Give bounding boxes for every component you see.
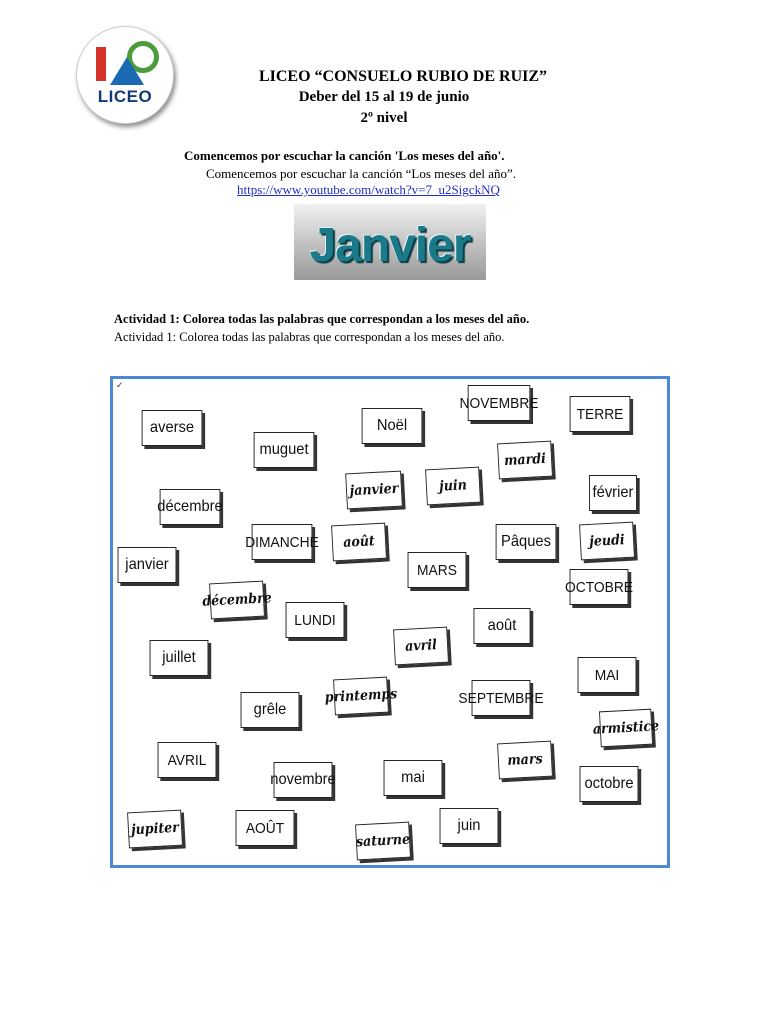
grade-level: 2º nivel	[360, 110, 408, 126]
word-card[interactable]: TERRE	[570, 396, 631, 432]
word-card[interactable]: MARS	[408, 552, 467, 588]
word-card[interactable]: novembre	[274, 762, 333, 798]
word-card[interactable]: décembre	[209, 581, 265, 620]
word-card[interactable]: janvier	[118, 547, 177, 583]
word-card[interactable]: Pâques	[496, 524, 557, 560]
word-card[interactable]: LUNDI	[286, 602, 345, 638]
word-card[interactable]: avril	[393, 627, 449, 666]
youtube-link[interactable]: https://www.youtube.com/watch?v=7_u2SigckNQ	[237, 182, 500, 197]
word-card[interactable]: mai	[384, 760, 443, 796]
word-card[interactable]: armistice	[599, 709, 653, 748]
activity-bold: Actividad 1: Colorea todas las palabras que correspondan a los meses del año.	[114, 312, 530, 326]
word-card[interactable]: août	[473, 608, 530, 644]
word-card[interactable]: OCTOBRE	[570, 569, 629, 605]
word-card[interactable]: juin	[440, 808, 499, 844]
word-card[interactable]: juin	[425, 467, 481, 506]
word-card[interactable]: NOVEMBRE	[468, 385, 531, 421]
intro-bold: Comencemos por escuchar la canción 'Los meses del año'.	[184, 148, 505, 163]
word-card[interactable]: AOÛT	[236, 810, 295, 846]
word-card[interactable]: jeudi	[579, 522, 635, 561]
school-title: LICEO “CONSUELO RUBIO DE RUIZ”	[258, 68, 548, 85]
logo-text: LICEO	[97, 87, 153, 106]
intro-plain: Comencemos por escuchar la canción “Los meses del año”.	[206, 166, 517, 181]
word-card[interactable]: DIMANCHE	[252, 524, 313, 560]
word-card[interactable]: août	[331, 523, 387, 562]
word-card[interactable]: mars	[497, 741, 553, 780]
word-cards-frame	[110, 376, 670, 868]
word-card[interactable]: muguet	[254, 432, 315, 468]
word-card[interactable]: février	[589, 475, 637, 511]
banner-text: Janvier	[309, 219, 471, 272]
word-card[interactable]: averse	[142, 410, 203, 446]
word-card[interactable]: janvier	[345, 471, 403, 510]
janvier-banner	[294, 204, 486, 280]
word-card[interactable]: AVRIL	[158, 742, 217, 778]
word-card[interactable]: octobre	[580, 766, 639, 802]
word-card[interactable]: Noël	[362, 408, 423, 444]
word-card[interactable]: juillet	[150, 640, 209, 676]
word-card[interactable]: jupiter	[127, 810, 183, 849]
assignment-dates: Deber del 15 al 19 de junio	[298, 89, 470, 105]
word-card[interactable]: grêle	[241, 692, 300, 728]
word-card[interactable]: SEPTEMBRE	[472, 680, 531, 716]
activity-plain: Actividad 1: Colorea todas las palabras que correspondan a los meses del año.	[114, 330, 505, 344]
word-card[interactable]: décembre	[160, 489, 221, 525]
word-card[interactable]: saturne	[355, 822, 411, 861]
word-card[interactable]: mardi	[497, 441, 553, 480]
word-card[interactable]: printemps	[333, 677, 389, 716]
word-card[interactable]: MAI	[578, 657, 637, 693]
corner-check-icon: ✓	[116, 381, 124, 391]
